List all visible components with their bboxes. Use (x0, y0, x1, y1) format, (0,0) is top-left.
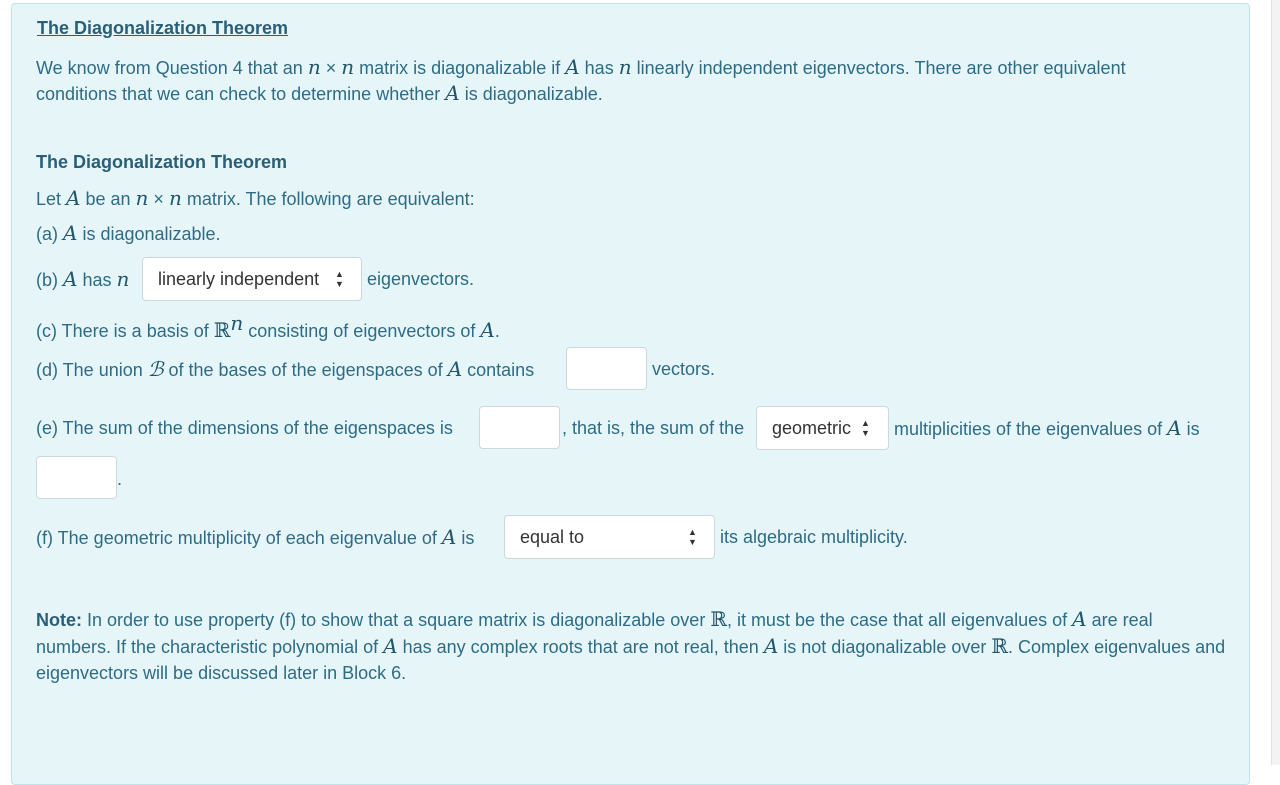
select-arrows-icon: ▲ ▼ (688, 527, 697, 547)
text: (c) There is a basis of (36, 321, 214, 341)
multiplicity-relation-select[interactable] (504, 515, 715, 559)
text: has (77, 270, 117, 290)
item-b-tail: eigenvectors. (367, 269, 475, 289)
intro-line-2 (36, 80, 603, 107)
note-label: Note: (36, 610, 82, 630)
math-A: A (383, 634, 398, 658)
item-e-period: . (117, 469, 123, 489)
select-value: geometric (772, 418, 852, 438)
note-paragraph (36, 606, 1226, 686)
text: (a) (36, 224, 63, 244)
item-d-tail: vectors. (652, 359, 716, 379)
text: has any complex roots that are not real, then (397, 637, 764, 657)
text: (b) (36, 270, 63, 290)
math-reals: ℝ (991, 634, 1009, 658)
page-title-link[interactable]: The Diagonalization Theorem (37, 18, 289, 38)
math-A: A (1072, 607, 1087, 631)
text: is (1181, 419, 1200, 439)
math-reals: ℝ (213, 318, 231, 342)
select-arrows-icon: ▲ ▼ (861, 418, 870, 438)
multiplicity-sum-input[interactable] (36, 456, 117, 499)
math-n: n (341, 55, 355, 79)
text: is not diagonalizable over (778, 637, 992, 657)
text: linearly independent eigenvectors. There are other equivalent (631, 58, 1126, 78)
math-A: A (565, 55, 580, 79)
text: consisting of eigenvectors of (243, 321, 481, 341)
math-A: A (66, 186, 81, 210)
item-e-middle: , that is, the sum of the (562, 418, 745, 438)
times-symbol: × (320, 58, 342, 78)
item-c (36, 310, 500, 344)
intro-line-1 (36, 54, 1126, 81)
text: of the bases of the eigenspaces of (163, 360, 448, 380)
math-B-script: ℬ (147, 357, 164, 381)
dimension-sum-input[interactable] (479, 406, 560, 449)
text: We know from Question 4 that an (36, 58, 308, 78)
item-e: (e) The sum of the dimensions of the eigenspaces is (36, 418, 453, 438)
item-a (36, 220, 221, 247)
math-A: A (445, 81, 460, 105)
text: matrix is diagonalizable if (354, 58, 566, 78)
text: . (494, 321, 500, 341)
text: Let (36, 189, 67, 209)
times-symbol: × (148, 189, 169, 209)
item-b (36, 266, 129, 293)
theorem-statement (36, 185, 475, 212)
text: be an (80, 189, 136, 209)
math-n: n (116, 267, 130, 291)
text: conditions that we can check to determine whether (36, 84, 446, 104)
item-d (36, 356, 534, 383)
text: are real numbers. If the characteristic polynomial of (36, 610, 1153, 657)
math-n: n (307, 55, 321, 79)
theorem-heading: The Diagonalization Theorem (36, 152, 288, 172)
math-A: A (63, 267, 78, 291)
select-value: linearly independent (158, 269, 320, 289)
text: , it must be the case that all eigenvalues of (726, 610, 1073, 630)
select-arrows-icon: ▲ ▼ (335, 269, 344, 289)
math-A: A (447, 357, 463, 381)
text: (d) The union (36, 360, 148, 380)
text: is diagonalizable. (459, 84, 603, 104)
math-A: A (1167, 416, 1182, 440)
item-f (36, 524, 474, 551)
text: matrix. The following are equivalent: (181, 189, 475, 209)
eigenvector-type-select[interactable] (142, 257, 362, 301)
text: has (579, 58, 619, 78)
math-n: n (135, 186, 149, 210)
text: contains (462, 360, 535, 380)
scrollbar[interactable] (1271, 0, 1280, 765)
item-f-tail: its algebraic multiplicity. (720, 527, 908, 547)
math-n-superscript: n (230, 311, 244, 335)
text: In order to use property (f) to show that a square matrix is diagonalizable over (82, 610, 711, 630)
text: is (456, 528, 475, 548)
math-n: n (618, 55, 632, 79)
text: is diagonalizable. (77, 224, 221, 244)
math-A: A (763, 634, 779, 658)
union-size-input[interactable] (566, 347, 647, 390)
math-reals: ℝ (710, 607, 727, 631)
select-value: equal to (520, 527, 585, 547)
math-A: A (441, 525, 457, 549)
multiplicity-type-select[interactable] (756, 406, 889, 450)
text: . Complex eigenvalues and eigenvectors will be discussed later in Block 6. (36, 637, 1226, 683)
math-n: n (168, 186, 182, 210)
text: multiplicities of the eigenvalues of (894, 419, 1168, 439)
math-A: A (480, 318, 495, 342)
item-e-tail (894, 415, 1200, 442)
math-A: A (63, 221, 78, 245)
text: (f) The geometric multiplicity of each eigenvalue of (36, 528, 442, 548)
